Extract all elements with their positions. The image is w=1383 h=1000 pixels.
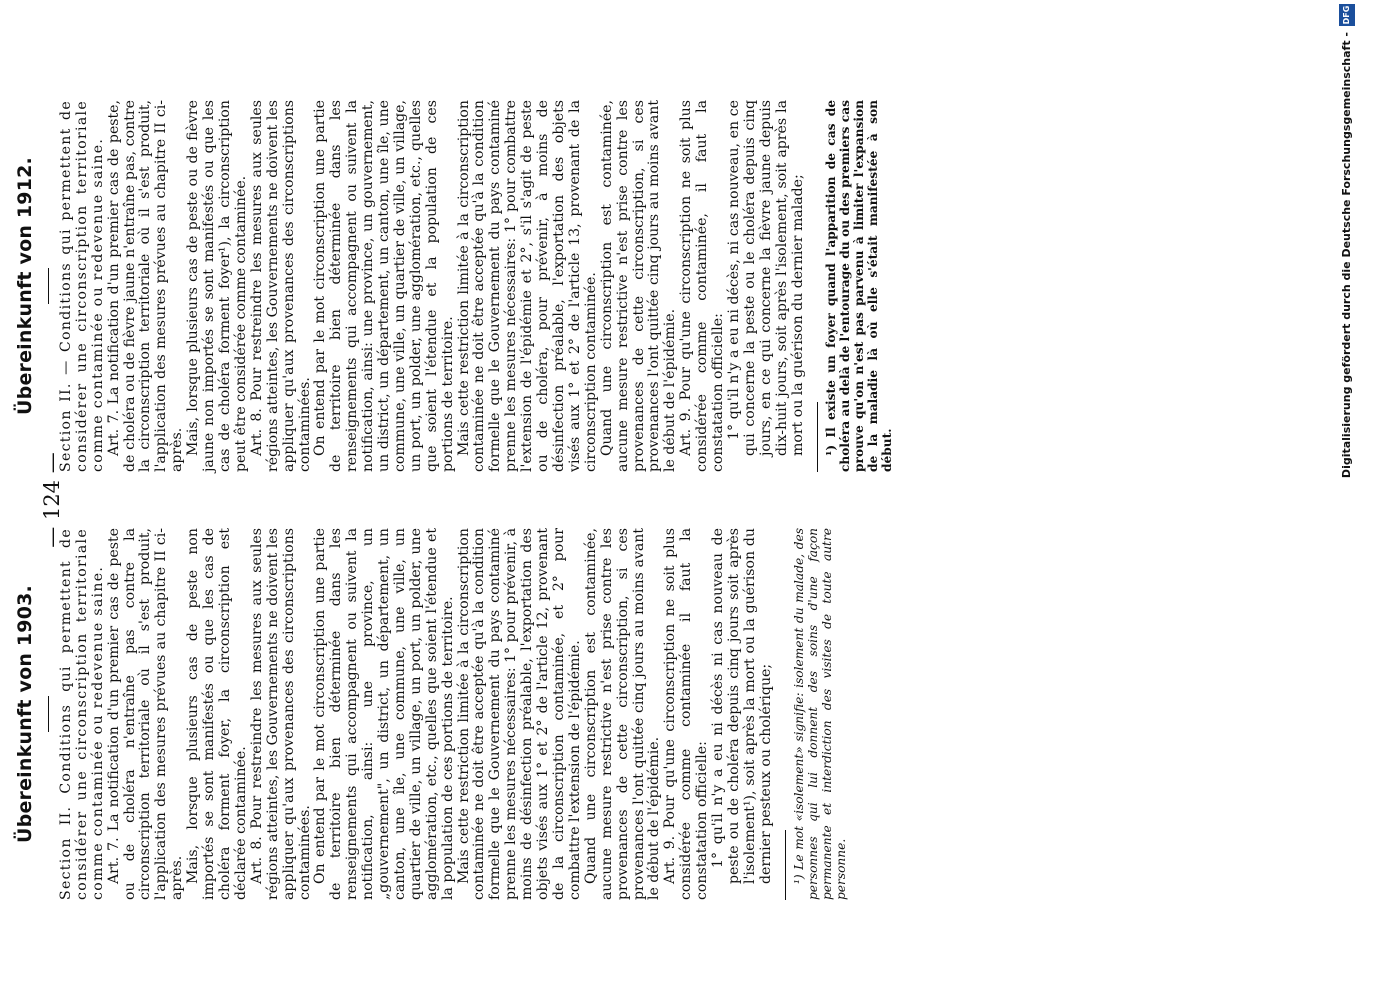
footnote: ¹) Le mot «isolement» signifie: isolement du malade, des personnes qui lui donnent des soins d'une façon permanente et interdiction des visites de toute autre personne.	[791, 528, 848, 900]
paragraph: On entend par le mot circonscription une partie de territoire bien déterminée dans les renseignements qui accompagnent ou suivent la notification, ainsi: une province, un gouvernement, un district, un département, un canton, une île, une commune, une ville, un quartier de ville, un village, un port, un polder, une agglomération, etc., quelles que soient l'étendue et la population de ces portions de territoire.	[312, 100, 456, 472]
paragraph: Art. 8. Pour restreindre les mesures aux seules régions atteintes, les Gouvernements ne doivent les appliquer qu'aux provenances des circonscriptions contaminées.	[248, 100, 313, 472]
paragraph: Art. 7. La notification d'un premier cas de peste, de choléra ou de fièvre jaune n'entraîne pas, contre la circonscription territoriale où il s'est produit, l'application des mesures prévues au chapitre II ci-après.	[105, 100, 186, 472]
paragraph: Art. 8. Pour restreindre les mesures aux seules régions atteintes, les Gouvernements ne doivent les appliquer qu'aux provenances des circonscriptions contaminées.	[248, 528, 313, 900]
footnote-rule	[817, 402, 818, 472]
section-title: Section II. Conditions qui permettent de considérer une circonscription territoriale comme contaminée ou redevenue saine.	[57, 528, 106, 900]
paragraph: Quand une circonscription est contaminée, aucune mesure restrictive n'est prise contre les provenances de cette circonscription, si ces provenances l'ont quittée cinq jours au moins avant le début de l'épidémie.	[598, 100, 679, 472]
paragraph: 1° qu'il n'y a eu ni décès, ni cas nouveau, en ce qui concerne la peste ou le choléra depuis cinq jours, en ce qui concerne la fièvre jaune depuis dix-huit jours, soit après l'isolement, soit après la mort ou la guérison du dernier malade;	[725, 100, 806, 456]
footnote-rule	[785, 830, 786, 900]
section-title: Section II. — Conditions qui permettent de considérer une circonscription territoriale comme contaminée ou redevenue saine.	[57, 100, 106, 472]
heading-rule	[48, 696, 49, 732]
paragraph: Mais, lorsque plusieurs cas de peste ou de fièvre jaune non importés se sont manifestés ou que les cas de choléra forment foyer¹), la circonscription peut être considérée comme contaminée.	[185, 100, 249, 472]
column-1912	[14, 100, 894, 472]
dfg-logo: DFG	[1339, 4, 1355, 26]
digitization-footer	[1338, 0, 1358, 1000]
column-1903	[14, 528, 848, 900]
footnote: ¹) Il existe un foyer quand l'apparition de cas de choléra au delà de l'entourage du ou des premiers cas prouve qu'on n'est pas parvenu à limiter l'expansion de la maladie là où elle s'était manifestée à son début.	[823, 100, 894, 472]
paragraph: Art. 9. Pour qu'une circonscription ne soit plus considérée comme contaminée, il faut la constatation officielle:	[678, 100, 727, 472]
page-number: — 124 —	[40, 452, 64, 548]
heading-rule	[48, 268, 49, 304]
column-heading: Übereinkunft von 1912.	[14, 157, 36, 415]
column-heading: Übereinkunft von 1903.	[14, 585, 36, 843]
paragraph: 1° qu'il n'y a eu ni décès ni cas nouveau de peste ou de choléra depuis cinq jours soit après l'isolement¹), soit après la mort ou la guérison du dernier pesteux ou cholérique;	[710, 528, 774, 884]
paragraph: Art. 9. Pour qu'une circonscription ne soit plus considérée comme contaminée il faut la constatation officielle:	[662, 528, 711, 900]
paragraph: On entend par le mot circonscription une partie de territoire bien déterminée dans les renseignements qui accompagnent ou suivent la notification, ainsi: une province, un „gouvernement", un district, un département, un canton, une île, une commune, une ville, un quartier de ville, un village, un port, un polder, une agglomération, etc., quelles que soient l'étendue et la population de ces portions de territoire.	[312, 528, 456, 900]
paragraph: Mais, lorsque plusieurs cas de peste non importés se sont manifestés ou que les cas de choléra forment foyer, la circonscription est déclarée contaminée.	[185, 528, 249, 900]
funding-credit: Digitalisierung gefördert durch die Deutsche Forschungsgemeinschaft -	[1340, 32, 1353, 479]
paragraph: Mais cette restriction limitée à la circonscription contaminée ne doit être acceptée qu'à la condition formelle que le Gouvernement du pays contaminé prenne les mesures nécessaires: 1° pour combattre l'extension de l'épidémie et 2°, s'il s'agit de peste ou de choléra, pour prévenir, à moins de désinfection préalable, l'exportation des objets visés aux 1° et 2° de l'article 13, provenant de la circonscription contaminée.	[455, 100, 599, 472]
paragraph: Mais cette restriction limitée à la circonscription contaminée ne doit être acceptée qu'à la condition formelle que le Gouvernement du pays contaminé prenne les mesures nécessaires: 1° pour prévenir, à moins de désinfection préalable, l'exportation des objets visés aux 1° et 2° de l'article 12, provenant de la circonscription contaminée, et 2° pour combattre l'extension de l'épidémie.	[455, 528, 583, 900]
paragraph: Quand une circonscription est contaminée, aucune mesure restrictive n'est prise contre les provenances de cette circonscription, si ces provenances l'ont quittée cinq jours au moins avant le début de l'épidémie.	[582, 528, 663, 900]
paragraph: Art. 7. La notification d'un premier cas de peste ou de choléra n'entraîne pas contre la circonscription territoriale où il s'est produit, l'application des mesures prévues au chapitre II ci-après.	[105, 528, 186, 900]
